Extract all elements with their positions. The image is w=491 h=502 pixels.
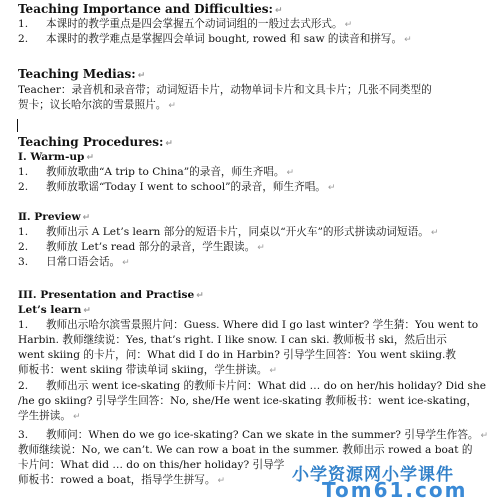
heading-procedures: Teaching Procedures: ↵ <box>18 135 173 149</box>
list-item: 1. 教师出示 A Let’s learn 部分的短语卡片，同桌以“开火车”的形式拼读动词短语。 ↵ <box>18 226 439 238</box>
medias-line: Teacher：录音机和录音带；动词短语卡片，动物单词卡片和文具卡片；几张不同类型的 <box>18 84 432 96</box>
part-title-warmup: Ⅰ. Warm-up ↵ <box>18 151 95 163</box>
part-title-preview: Ⅱ. Preview ↵ <box>18 211 91 223</box>
list-item: 2. 本课时的教学难点是掌握四会单词 bought, rowed 和 saw 的读音和拼写。 ↵ <box>18 33 412 45</box>
list-item-line: 教师继续说：No, we can’t. We can row a boat in the summer. 教师出示 rowed a boat 的 <box>18 444 473 456</box>
list-item: 3. 教师问：When do we go ice-skating? Can we skate in the summer? 引导学生作答。 ↵ <box>18 429 489 441</box>
heading-medias: Teaching Medias: ↵ <box>18 67 146 81</box>
part-title-presentation: III. Presentation and Practise ↵ <box>18 289 204 301</box>
list-item: 2. 教师放歌谣“Today I went to school”的录音，师生齐唱。 ↵ <box>18 181 336 193</box>
list-item: 1. 教师出示哈尔滨雪景照片问：Guess. Where did I go last winter? 学生猜：You went to <box>18 319 479 331</box>
list-item-line: 师板书：rowed a boat，指导学生拼写。 ↵ <box>18 474 226 486</box>
heading-importance: Teaching Importance and Difficulties: ↵ <box>18 2 283 16</box>
watermark-cn: 小学资源网小学课件 <box>292 465 454 485</box>
part-subtitle-lets-learn: Let’s learn ↵ <box>18 304 91 316</box>
list-item: 1. 教师放歌曲“A trip to China”的录音，师生齐唱。 ↵ <box>18 166 295 178</box>
list-item-line: Harbin. 教师继续说：Yes, that’s right. I like snow. I can ski. 教师板书 ski，然后出示 <box>18 334 447 346</box>
list-item: 2. 教师出示 went ice-skating 的教师卡片问：What did … do on her/his holiday? Did she <box>18 380 487 392</box>
list-item-line: 学生拼读。 ↵ <box>18 410 81 422</box>
text-cursor <box>17 119 18 132</box>
list-item-line: /he go skiing? 引导学生回答：No, she/He went ice-skating 教师板书：went ice-skating， <box>18 395 478 407</box>
list-item-line: 卡片问：What did … do on this/her holiday? 引导学 <box>18 459 285 471</box>
list-item-line: 师板书：went skiing 带读单词 skiing，学生拼读。 ↵ <box>18 364 277 376</box>
list-item-line: went skiing 的卡片，问：What did I do in Harbin? 引导学生回答：You went skiing.教 <box>18 349 457 361</box>
medias-line: 贺卡；议长哈尔滨的雪景照片。 ↵ <box>18 99 176 111</box>
list-item: 1. 本课时的教学重点是四会掌握五个动词词组的一般过去式形式。 ↵ <box>18 18 353 30</box>
watermark-logo: Tom61.com <box>322 478 468 502</box>
list-item: 2. 教师放 Let’s read 部分的录音，学生跟读。 ↵ <box>18 241 265 253</box>
list-item: 3. 日常口语会话。 ↵ <box>18 256 130 268</box>
